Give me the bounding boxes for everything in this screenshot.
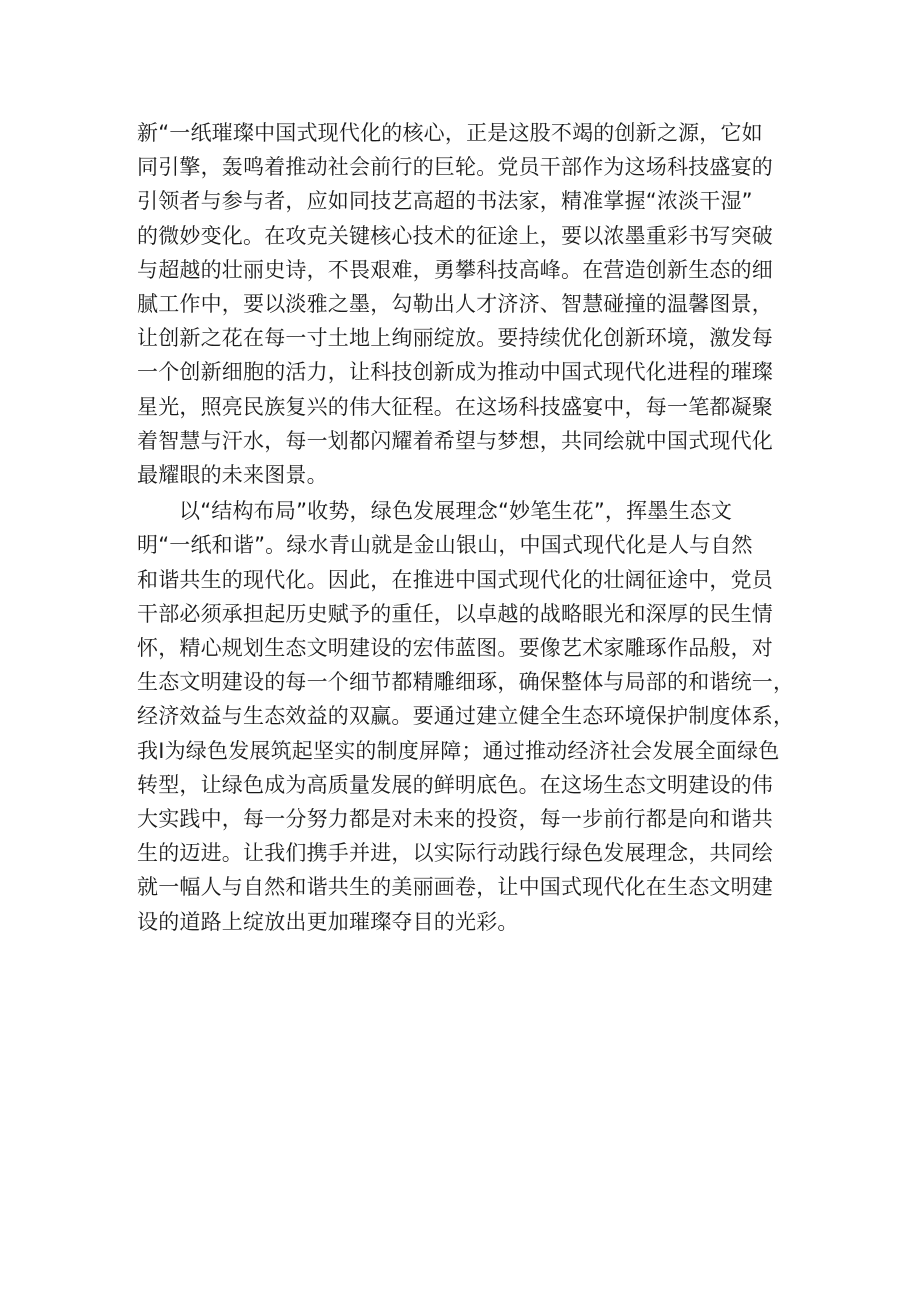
text-line: 明“一纸和谐”。绿水青山就是金山银山，中国式现代化是人与自然 — [137, 533, 753, 558]
text-line: 着智慧与汗水，每一划都闪耀着希望与梦想，共同绘就中国式现代化 — [137, 428, 773, 453]
text-line: 生的迈进。让我们携手并进，以实际行动践行绿色发展理念，共同绘 — [137, 841, 773, 866]
text-line: 和谐共生的现代化。因此，在推进中国式现代化的壮阔征途中，党员 — [137, 567, 773, 592]
text-line: 同引擎，轰鸣着推动社会前行的巨轮。党员干部作为这场科技盛宴的 — [137, 155, 773, 180]
paragraph-1 — [137, 116, 805, 492]
text-line: 最耀眼的未来图景。 — [137, 463, 328, 488]
text-line: 新“一纸璀璨中国式现代化的核心，正是这股不竭的创新之源，它如 — [137, 121, 763, 145]
text-line: 转型，让绿色成为高质量发展的鲜明底色。在这场生态文明建设的伟 — [137, 772, 773, 797]
text-line: 大实践中，每一分努力都是对未来的投资，每一步前行都是向和谐共 — [137, 807, 773, 832]
text-line: 一个创新细胞的活力，让科技创新成为推动中国式现代化进程的璀璨 — [137, 360, 773, 385]
text-line: 我I为绿色发展筑起坚实的制度屏障；通过推动经济社会发展全面绿色 — [137, 738, 780, 763]
text-line: 经济效益与生态效益的双赢。要通过建立健全生态环境保护制度体系， — [137, 704, 795, 729]
text-line: 生态文明建设的每一个细节都精雕细琢，确保整体与局部的和谐统一， — [137, 670, 795, 695]
text-line: 让创新之花在每一寸土地上绚丽绽放。要持续优化创新环境，激发每 — [137, 326, 773, 351]
text-line: 星光，照亮民族复兴的伟大征程。在这场科技盛宴中，每一笔都凝聚 — [137, 394, 773, 419]
text-line: 怀，精心规划生态文明建设的宏伟蓝图。要像艺术家雕琢作品般，对 — [137, 636, 773, 661]
paragraph-2 — [137, 494, 805, 939]
text-line: 干部必须承担起历史赋予的重任，以卓越的战略眼光和深厚的民生情 — [137, 601, 773, 626]
text-line: 以“结构布局”收势，绿色发展理念“妙笔生花”，挥墨生态文 — [179, 499, 733, 524]
text-line: 的微妙变化。在攻克关键核心技术的征途上，要以浓墨重彩书写突破 — [137, 223, 773, 248]
text-line: 引领者与参与者，应如同技艺高超的书法家，精准掌握“浓淡干湿” — [137, 189, 753, 214]
document-body — [137, 116, 805, 939]
text-line: 就一幅人与自然和谐共生的美丽画卷，让中国式现代化在生态文明建 — [137, 875, 773, 900]
text-line: 腻工作中，要以淡雅之墨，勾勒出人才济济、智慧碰撞的温馨图景， — [137, 292, 773, 317]
text-line: 与超越的壮丽史诗，不畏艰难，勇攀科技高峰。在营造创新生态的细 — [137, 257, 773, 282]
text-line: 设的道路上绽放出更加璀璨夺目的光彩。 — [137, 909, 519, 934]
